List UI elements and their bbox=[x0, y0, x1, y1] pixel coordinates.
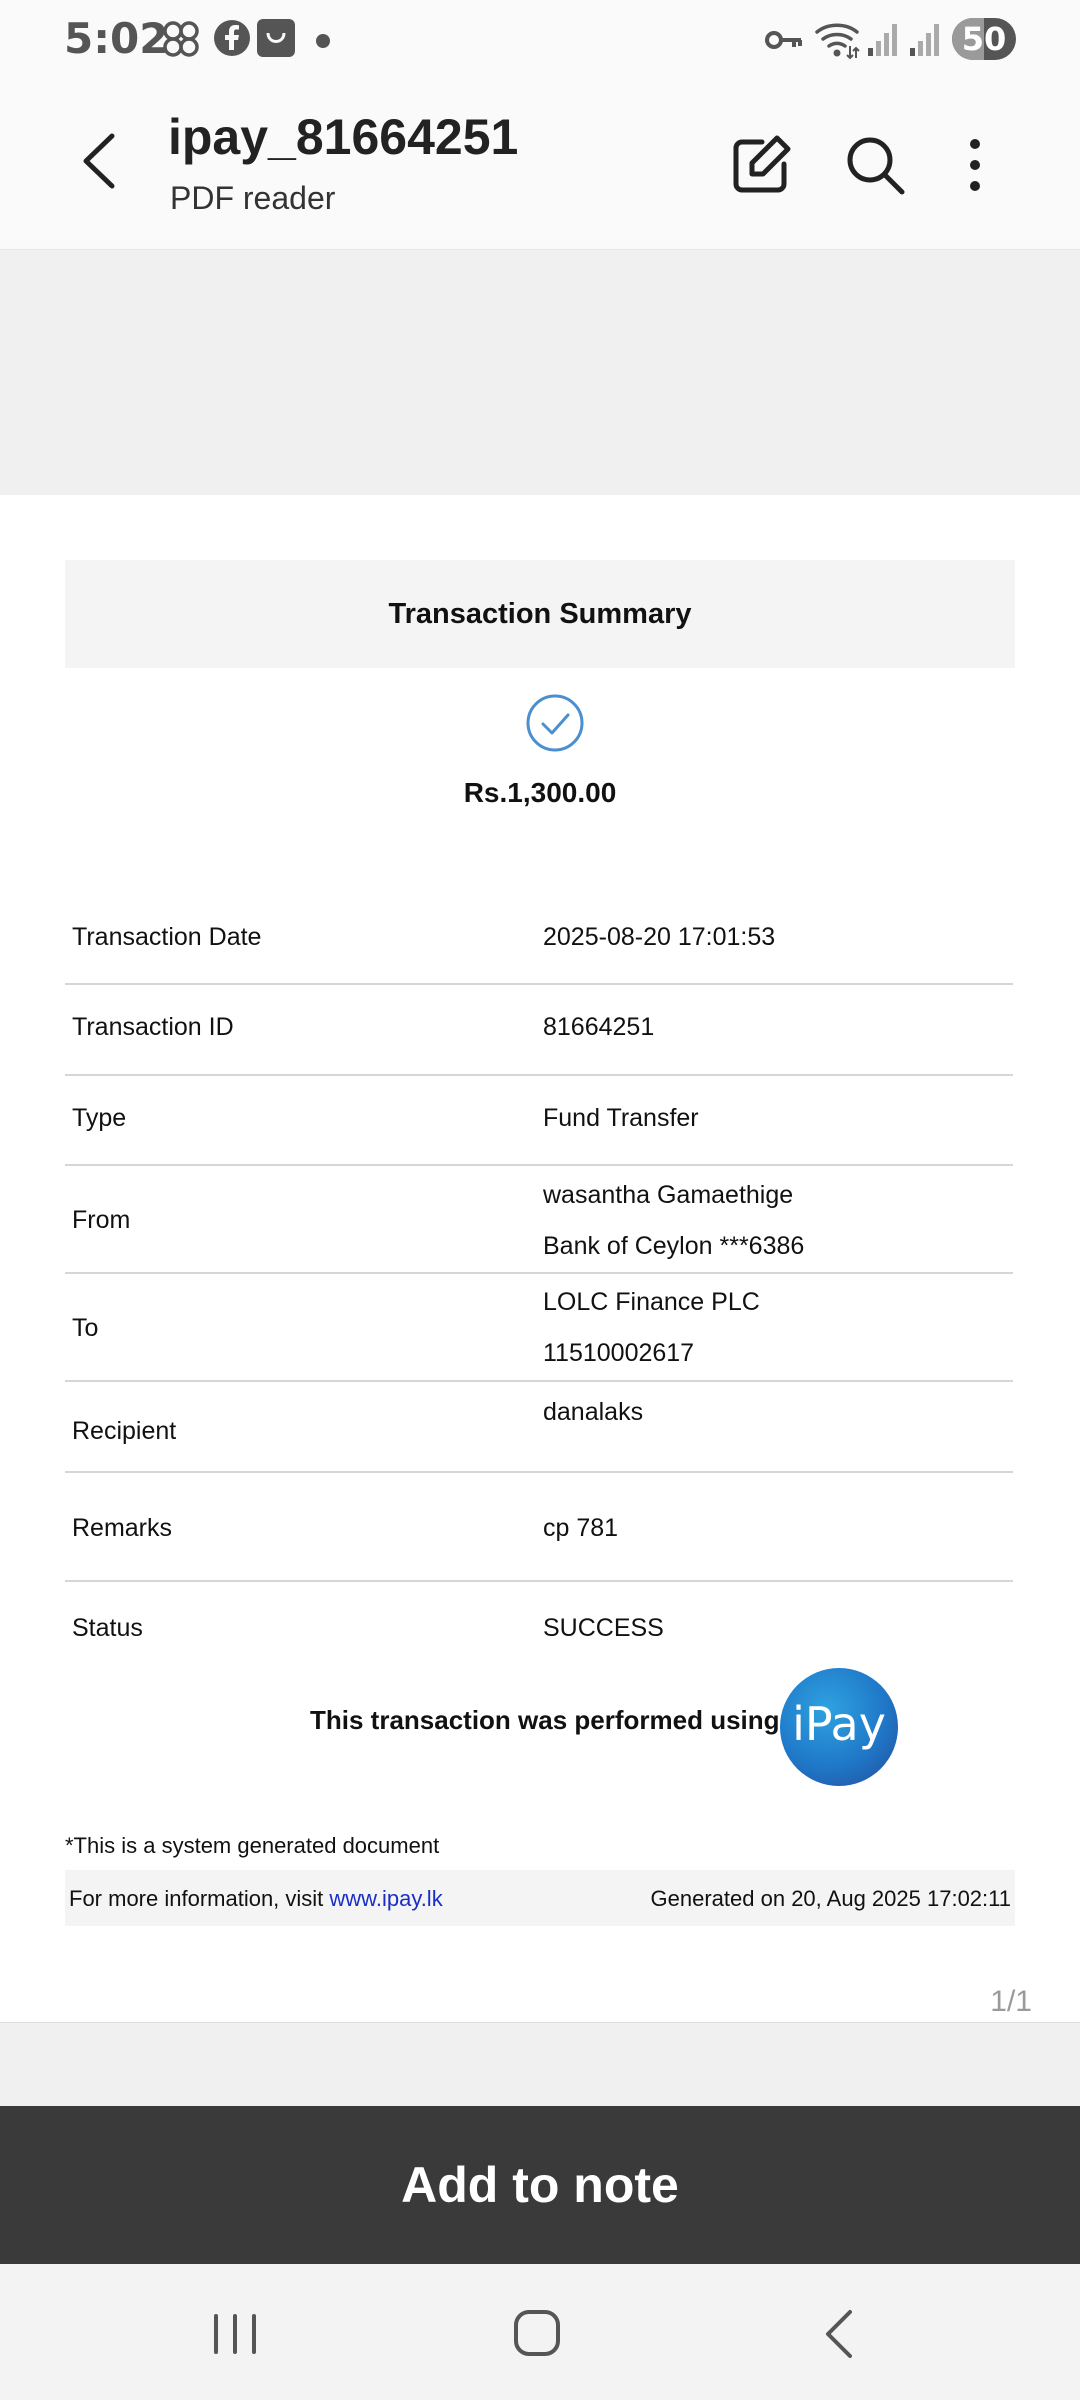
page-title: ipay_81664251 bbox=[168, 109, 519, 165]
table-row bbox=[65, 985, 1013, 1076]
home-button[interactable] bbox=[502, 2304, 572, 2364]
status-time: 5:02 bbox=[64, 14, 169, 63]
row-value: 2025-08-20 17:01:53 bbox=[543, 923, 776, 951]
transaction-summary-header: Transaction Summary bbox=[65, 560, 1015, 668]
home-icon bbox=[502, 2304, 572, 2364]
status-bar bbox=[0, 0, 1080, 80]
signal-2-icon bbox=[908, 22, 942, 58]
row-value: LOLC Finance PLC bbox=[543, 1288, 760, 1316]
system-nav-bar bbox=[0, 2264, 1080, 2400]
row-value: Bank of Ceylon ***6386 bbox=[543, 1232, 805, 1260]
row-label: Remarks bbox=[72, 1514, 173, 1542]
notification-dot bbox=[316, 34, 330, 48]
app-notification-icon bbox=[160, 18, 202, 60]
edit-icon bbox=[726, 130, 796, 200]
document-margin-top bbox=[0, 251, 1080, 495]
add-to-note-button[interactable]: Add to note bbox=[0, 2106, 1080, 2264]
search-icon bbox=[840, 130, 910, 200]
nav-back-button[interactable] bbox=[805, 2304, 875, 2364]
edit-button[interactable] bbox=[726, 130, 796, 200]
table-row bbox=[65, 1274, 1013, 1382]
performed-using-text: This transaction was performed using bbox=[310, 1705, 780, 1735]
system-generated-note: *This is a system generated document bbox=[65, 1833, 440, 1858]
app-bar bbox=[0, 80, 1080, 250]
vpn-key-icon bbox=[764, 24, 804, 56]
facebook-icon bbox=[212, 18, 252, 58]
row-label: To bbox=[72, 1314, 99, 1342]
row-value: danalaks bbox=[543, 1398, 644, 1426]
recent-apps-button[interactable] bbox=[200, 2304, 270, 2364]
row-value: cp 781 bbox=[543, 1514, 619, 1542]
row-value: Fund Transfer bbox=[543, 1104, 699, 1132]
shopping-bag-icon bbox=[256, 18, 296, 58]
row-value: 11510002617 bbox=[543, 1339, 695, 1367]
wifi-icon bbox=[814, 20, 860, 60]
row-value: wasantha Gamaethige bbox=[543, 1181, 794, 1209]
row-label: From bbox=[72, 1206, 131, 1234]
table-row bbox=[65, 1166, 1013, 1274]
chevron-left-icon bbox=[62, 120, 134, 202]
battery-percent: 50 bbox=[961, 20, 1007, 58]
page-indicator: 1/1 bbox=[990, 1985, 1032, 2018]
page-subtitle: PDF reader bbox=[170, 180, 336, 216]
search-button[interactable] bbox=[840, 130, 910, 200]
row-label: Transaction Date bbox=[72, 923, 262, 951]
row-label: Status bbox=[72, 1614, 143, 1642]
row-label: Transaction ID bbox=[72, 1013, 234, 1041]
back-button[interactable] bbox=[62, 120, 134, 202]
more-vertical-icon bbox=[940, 130, 1010, 200]
document-margin-bottom bbox=[0, 2022, 1080, 2106]
transaction-amount: Rs.1,300.00 bbox=[463, 777, 617, 808]
more-info-prefix: For more information, visit bbox=[69, 1886, 330, 1911]
pdf-page[interactable] bbox=[0, 495, 1080, 2022]
status-value: SUCCESS bbox=[543, 1614, 664, 1642]
row-label: Recipient bbox=[72, 1417, 177, 1445]
battery-indicator bbox=[952, 18, 1016, 60]
table-row bbox=[65, 1473, 1013, 1582]
row-label: Type bbox=[72, 1104, 127, 1132]
more-options-button[interactable] bbox=[940, 130, 1010, 200]
table-row bbox=[65, 895, 1013, 985]
recent-apps-icon bbox=[200, 2304, 270, 2364]
ipay-logo bbox=[780, 1668, 898, 1786]
back-icon bbox=[805, 2304, 875, 2364]
ipay-logo-text: iPay bbox=[792, 1697, 886, 1751]
generated-on-text: Generated on 20, Aug 2025 17:02:11 bbox=[650, 1886, 1011, 1911]
check-circle-icon bbox=[525, 693, 585, 753]
table-row bbox=[65, 1582, 1013, 1662]
more-info-text bbox=[69, 1886, 443, 1912]
footer-info-bar bbox=[65, 1870, 1015, 1926]
row-value: 81664251 bbox=[543, 1013, 655, 1041]
table-row bbox=[65, 1076, 1013, 1166]
table-row bbox=[65, 1382, 1013, 1473]
signal-icon bbox=[866, 22, 900, 58]
ipay-website-link[interactable]: www.ipay.lk bbox=[329, 1886, 443, 1911]
